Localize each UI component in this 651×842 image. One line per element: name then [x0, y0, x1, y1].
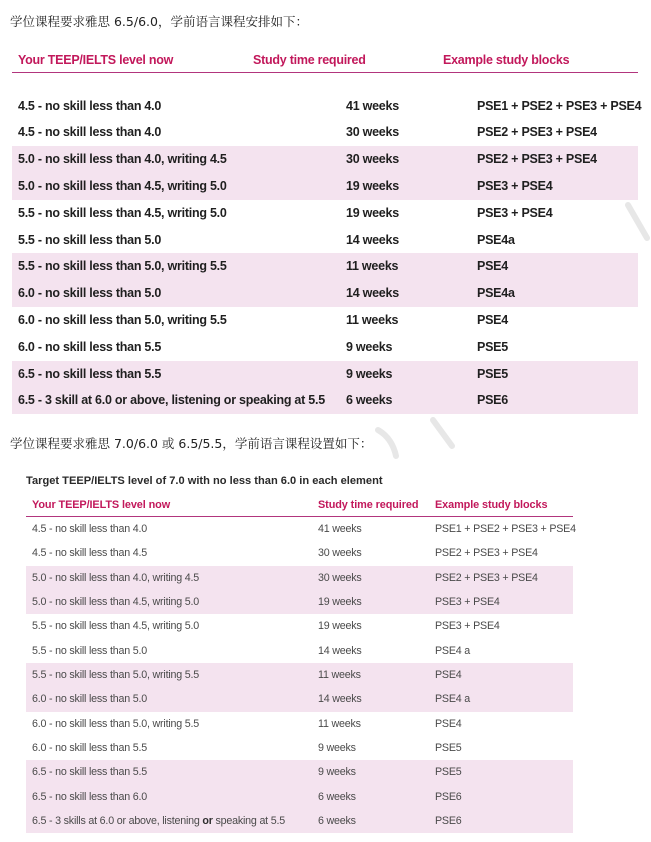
level-cell: 6.0 - no skill less than 5.0 [18, 286, 162, 301]
level-cell: 5.5 - no skill less than 5.0, writing 5.5 [18, 259, 227, 274]
level-cell: 4.5 - no skill less than 4.0 [32, 523, 147, 535]
level-cell: 5.5 - no skill less than 4.5, writing 5.0 [32, 620, 200, 633]
study-time-cell: 19 weeks [318, 620, 362, 633]
study-time-cell: 14 weeks [318, 644, 362, 657]
table-row [26, 663, 573, 687]
table-row [26, 517, 576, 541]
study-blocks-cell: PSE6 [435, 814, 462, 827]
level-cell: 6.0 - no skill less than 5.5 [32, 741, 147, 754]
study-blocks-cell: PSE1 + PSE2 + PSE3 + PSE4 [477, 98, 642, 113]
study-time-cell: 30 weeks [318, 547, 362, 560]
level-cell: 5.5 - no skill less than 5.0, writing 5.5 [32, 668, 200, 681]
study-time-cell: 41 weeks [318, 523, 362, 535]
study-time-cell: 14 weeks [318, 693, 362, 706]
table-body [12, 93, 642, 415]
table-row [26, 590, 573, 614]
study-time-cell: 6 weeks [346, 393, 393, 408]
table-row [26, 736, 573, 760]
table-row [12, 200, 638, 227]
study-blocks-cell: PSE6 [435, 790, 462, 803]
study-blocks-cell: PSE5 [477, 339, 508, 354]
study-blocks-cell: PSE4 a [435, 693, 471, 706]
column-header-study-time: Study time required [253, 53, 366, 67]
level-cell: 6.0 - no skill less than 5.0, writing 5.5 [32, 717, 200, 730]
study-blocks-cell: PSE4 [477, 259, 508, 274]
table-body [26, 517, 576, 833]
level-cell: 5.5 - no skill less than 5.0 [32, 644, 147, 657]
study-blocks-cell: PSE4 [435, 717, 462, 730]
level-cell: 6.5 - no skill less than 5.5 [32, 766, 147, 779]
study-time-cell: 11 weeks [346, 312, 399, 327]
level-cell: 5.0 - no skill less than 4.5, writing 5.0 [32, 595, 200, 608]
level-cell: 6.0 - no skill less than 5.5 [18, 339, 162, 354]
study-time-cell: 14 weeks [346, 232, 399, 247]
study-time-cell: 9 weeks [318, 741, 356, 754]
table-row [12, 173, 638, 200]
table-row [12, 146, 638, 173]
study-blocks-cell: PSE5 [477, 366, 508, 381]
level-cell: 6.5 - no skill less than 5.5 [18, 366, 162, 381]
study-blocks-cell: PSE3 + PSE4 [435, 620, 500, 633]
table-row [26, 639, 573, 663]
study-blocks-cell: PSE4 [435, 668, 462, 681]
level-cell: 4.5 - no skill less than 4.5 [32, 547, 147, 560]
level-text: speaking at 5.5 [212, 814, 285, 827]
table-row [26, 785, 573, 809]
level-cell: 5.0 - no skill less than 4.0, writing 4.5 [32, 571, 200, 584]
table-row [12, 361, 638, 388]
table-row [12, 334, 638, 361]
study-time-cell: 30 weeks [346, 125, 399, 140]
column-header-study-blocks: Example study blocks [443, 53, 570, 67]
table-header-row [26, 494, 573, 517]
level-cell: 4.5 - no skill less than 4.0 [18, 98, 162, 113]
table-row [12, 280, 638, 307]
study-time-cell: 6 weeks [318, 790, 356, 803]
requirements-table-1 [12, 48, 642, 408]
level-cell: 6.5 - 3 skill at 6.0 or above, listening or speaking at 5.5 [18, 393, 325, 408]
level-cell: 5.0 - no skill less than 4.5, writing 5.0 [18, 178, 227, 193]
study-blocks-cell: PSE3 + PSE4 [435, 595, 500, 608]
study-time-cell: 11 weeks [318, 668, 361, 681]
study-blocks-cell: PSE3 + PSE4 [477, 178, 553, 193]
table-row [12, 119, 638, 146]
study-blocks-cell: PSE4a [477, 232, 515, 247]
study-blocks-cell: PSE4 [477, 312, 508, 327]
table-row [12, 387, 638, 414]
table-row [26, 614, 573, 638]
table-header-row [12, 48, 638, 73]
level-cell: 6.5 - no skill less than 6.0 [32, 790, 147, 803]
study-blocks-cell: PSE2 + PSE3 + PSE4 [477, 125, 597, 140]
study-time-cell: 19 weeks [318, 595, 362, 608]
table-row [26, 760, 573, 784]
study-blocks-cell: PSE4a [477, 286, 515, 301]
level-cell [32, 809, 318, 833]
level-cell: 4.5 - no skill less than 4.0 [18, 125, 162, 140]
study-blocks-cell: PSE2 + PSE3 + PSE4 [477, 152, 597, 167]
study-time-cell: 19 weeks [346, 205, 399, 220]
table-row [26, 687, 573, 711]
requirements-table-2 [26, 494, 576, 827]
study-time-cell: 9 weeks [346, 339, 393, 354]
study-time-cell: 14 weeks [346, 286, 399, 301]
column-header-study-time: Study time required [318, 499, 419, 511]
intro-text-table1: 学位课程要求雅思 6.5/6.0，学前语言课程安排如下： [10, 14, 308, 29]
study-time-cell: 30 weeks [318, 571, 362, 584]
study-blocks-cell: PSE5 [435, 766, 462, 779]
study-time-cell: 11 weeks [346, 259, 399, 274]
table-title: Target TEEP/IELTS level of 7.0 with no less than 6.0 in each element [26, 475, 383, 487]
study-blocks-cell: PSE2 + PSE3 + PSE4 [435, 571, 538, 584]
table-row [12, 253, 638, 280]
study-blocks-cell: PSE2 + PSE3 + PSE4 [435, 547, 538, 560]
level-cell: 5.0 - no skill less than 4.0, writing 4.5 [18, 152, 227, 167]
table-row [12, 93, 642, 120]
level-emphasis-text: or [202, 814, 213, 827]
column-header-level: Your TEEP/IELTS level now [18, 53, 174, 67]
study-blocks-cell: PSE5 [435, 741, 462, 754]
study-blocks-cell: PSE6 [477, 393, 508, 408]
level-cell: 5.5 - no skill less than 4.5, writing 5.0 [18, 205, 227, 220]
study-time-cell: 9 weeks [318, 766, 356, 779]
study-time-cell: 11 weeks [318, 717, 361, 730]
study-time-cell: 41 weeks [346, 98, 399, 113]
level-cell: 6.0 - no skill less than 5.0, writing 5.5 [18, 312, 227, 327]
table-row [26, 712, 573, 736]
level-text: 6.5 - 3 skills at 6.0 or above, listening [32, 814, 203, 827]
level-cell: 6.0 - no skill less than 5.0 [32, 693, 147, 706]
table-row [12, 307, 638, 334]
column-header-study-blocks: Example study blocks [435, 499, 548, 511]
study-blocks-cell: PSE3 + PSE4 [477, 205, 553, 220]
table-row [26, 541, 573, 565]
study-time-cell: 6 weeks [318, 814, 356, 827]
level-cell: 5.5 - no skill less than 5.0 [18, 232, 162, 247]
table-row [26, 809, 573, 833]
study-time-cell: 19 weeks [346, 178, 399, 193]
study-blocks-cell: PSE1 + PSE2 + PSE3 + PSE4 [435, 523, 576, 535]
study-time-cell: 9 weeks [346, 366, 393, 381]
study-time-cell: 30 weeks [346, 152, 399, 167]
intro-text-table2: 学位课程要求雅思 7.0/6.0 或 6.5/5.5，学前语言课程设置如下： [10, 436, 373, 451]
table-row [12, 227, 638, 254]
column-header-level: Your TEEP/IELTS level now [32, 499, 171, 511]
table-row [26, 566, 573, 590]
study-blocks-cell: PSE4 a [435, 644, 471, 657]
